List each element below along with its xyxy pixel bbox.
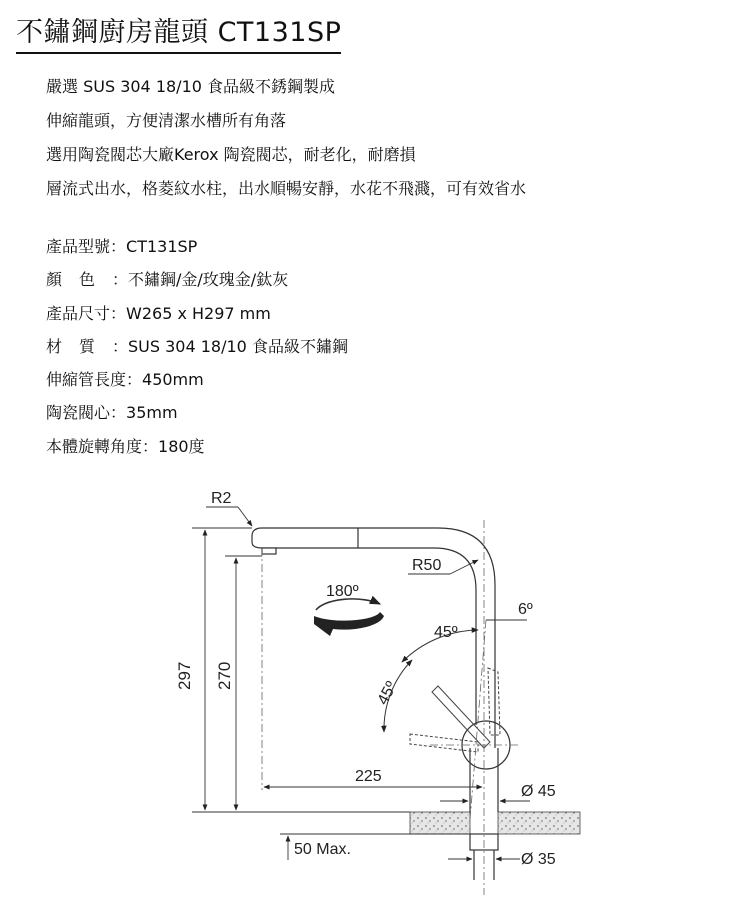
spec-size	[46, 297, 348, 330]
spec-value: 450mm	[142, 370, 204, 390]
spec-label: 伸縮管長度：	[46, 370, 143, 390]
spec-label: 本體旋轉角度：	[46, 436, 159, 456]
spec-label: 陶瓷閥心：	[46, 403, 127, 423]
page-title: 不鏽鋼廚房龍頭 CT131SP	[16, 10, 341, 54]
label-deck-max: 50 Max.	[294, 841, 351, 858]
spec-value: 不鏽鋼/金/玫瑰金/鈦灰	[128, 270, 289, 290]
label-angle-handle: 45º	[374, 679, 401, 708]
feature-item: 嚴選 SUS 304 18/10 食品級不銹鋼製成	[46, 77, 336, 96]
label-height-spout: 270	[215, 661, 234, 690]
spec-value: CT131SP	[126, 237, 198, 256]
spec-value: SUS 304 18/10 食品級不鏽鋼	[128, 336, 348, 356]
feature-item: 伸縮龍頭，方便清潔水槽所有角落	[46, 111, 287, 130]
spec-hose-length	[46, 363, 348, 396]
label-r50: R50	[412, 557, 442, 574]
spec-value: W265 x H297 mm	[126, 303, 271, 323]
feature-list	[46, 70, 526, 206]
label-diameter-base: Ø 35	[521, 851, 556, 868]
countertop	[410, 812, 580, 834]
rotation-arrow-icon	[314, 599, 384, 636]
label-diameter-body: Ø 45	[521, 783, 556, 800]
spec-label: 產品尺寸：	[46, 303, 127, 323]
label-height-total: 297	[175, 661, 194, 690]
feature-item: 選用陶瓷閥芯大廠Kerox 陶瓷閥芯，耐老化，耐磨損	[46, 145, 416, 164]
spec-value: 180度	[158, 436, 205, 456]
spec-label: 顏色：	[46, 270, 146, 290]
leader-r2	[206, 507, 252, 526]
spec-label: 材質：	[46, 336, 146, 356]
label-angle-spout: 45º	[434, 624, 458, 641]
feature-item: 層流式出水，格菱紋水柱，出水順暢安靜，水花不飛濺，可有效省水	[46, 179, 527, 198]
label-reach: 225	[355, 768, 382, 785]
spec-value: 35mm	[126, 403, 178, 423]
lever-handles	[410, 668, 500, 752]
spec-cartridge	[46, 396, 348, 429]
spec-model	[46, 230, 348, 263]
spec-material	[46, 330, 348, 363]
faucet-technical-drawing	[0, 480, 750, 900]
spec-color	[46, 263, 348, 296]
label-angle-tilt: 6º	[518, 601, 533, 618]
spec-rotation	[46, 430, 348, 463]
spec-list	[46, 230, 348, 463]
label-r2: R2	[211, 490, 232, 507]
label-rotation: 180º	[326, 583, 359, 600]
spec-label: 產品型號：	[46, 237, 127, 256]
